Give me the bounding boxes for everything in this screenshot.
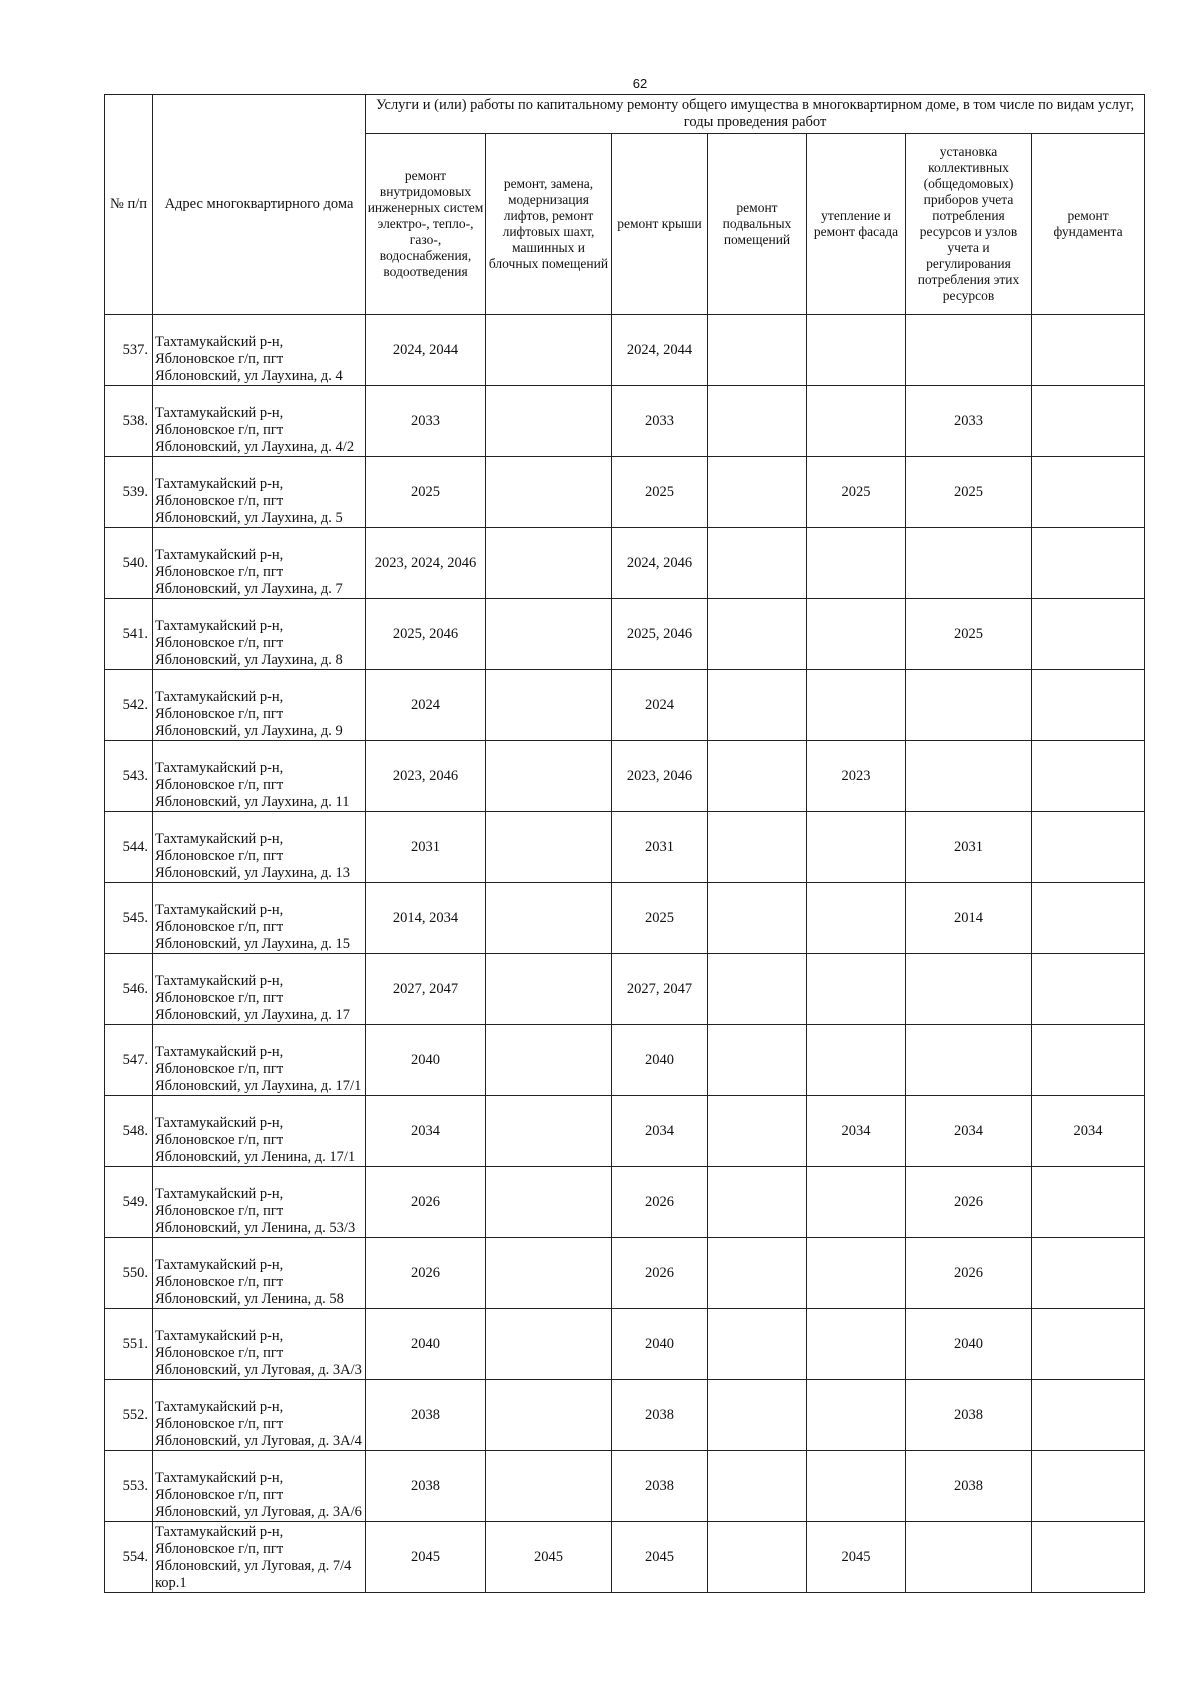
row-service-year: 2025 bbox=[906, 457, 1032, 528]
row-service-year bbox=[708, 386, 807, 457]
row-service-year: 2045 bbox=[486, 1522, 612, 1593]
row-address: Тахтамукайский р-н, Яблоновское г/п, пгт Яблоновский, ул Ленина, д. 53/3 bbox=[153, 1167, 366, 1238]
row-service-year bbox=[807, 954, 906, 1025]
row-service-year bbox=[486, 1096, 612, 1167]
row-service-year bbox=[1032, 741, 1145, 812]
row-service-year: 2040 bbox=[612, 1309, 708, 1380]
row-service-year bbox=[1032, 812, 1145, 883]
table-row bbox=[105, 315, 1145, 386]
row-service-year: 2033 bbox=[612, 386, 708, 457]
table-row bbox=[105, 528, 1145, 599]
row-service-year bbox=[708, 1025, 807, 1096]
row-service-year: 2025 bbox=[612, 457, 708, 528]
row-service-year: 2045 bbox=[807, 1522, 906, 1593]
row-service-year: 2040 bbox=[906, 1309, 1032, 1380]
table-row bbox=[105, 812, 1145, 883]
row-service-year bbox=[486, 1238, 612, 1309]
row-service-year bbox=[708, 528, 807, 599]
row-service-year bbox=[708, 1238, 807, 1309]
header-services-group: Услуги и (или) работы по капитальному ремонту общего имущества в многоквартирном доме, в том числе по видам услуг, годы проведения работ bbox=[366, 95, 1145, 134]
row-service-year bbox=[807, 1451, 906, 1522]
header-service-basement: ремонт подвальных помещений bbox=[708, 134, 807, 315]
table-row bbox=[105, 670, 1145, 741]
row-service-year: 2024, 2044 bbox=[612, 315, 708, 386]
row-service-year: 2025 bbox=[612, 883, 708, 954]
row-service-year: 2023, 2024, 2046 bbox=[366, 528, 486, 599]
table-row bbox=[105, 457, 1145, 528]
row-service-year: 2040 bbox=[612, 1025, 708, 1096]
row-service-year: 2025 bbox=[807, 457, 906, 528]
row-address: Тахтамукайский р-н, Яблоновское г/п, пгт Яблоновский, ул Лаухина, д. 9 bbox=[153, 670, 366, 741]
row-service-year bbox=[906, 670, 1032, 741]
row-service-year bbox=[486, 741, 612, 812]
row-service-year: 2025, 2046 bbox=[612, 599, 708, 670]
header-service-engineering: ремонт внутридомовых инженерных систем электро-, тепло-, газо-, водоснабжения, водоотведения bbox=[366, 134, 486, 315]
row-service-year bbox=[807, 1025, 906, 1096]
row-service-year: 2014, 2034 bbox=[366, 883, 486, 954]
row-address: Тахтамукайский р-н, Яблоновское г/п, пгт Яблоновский, ул Луговая, д. 7/4 кор.1 bbox=[153, 1522, 366, 1593]
row-service-year: 2024, 2046 bbox=[612, 528, 708, 599]
table-row bbox=[105, 1238, 1145, 1309]
row-service-year bbox=[807, 599, 906, 670]
row-address: Тахтамукайский р-н, Яблоновское г/п, пгт Яблоновский, ул Ленина, д. 58 bbox=[153, 1238, 366, 1309]
row-service-year: 2024, 2044 bbox=[366, 315, 486, 386]
row-number: 552. bbox=[105, 1380, 153, 1451]
row-service-year bbox=[1032, 386, 1145, 457]
row-service-year bbox=[486, 1380, 612, 1451]
row-service-year bbox=[486, 1167, 612, 1238]
row-number: 551. bbox=[105, 1309, 153, 1380]
row-number: 544. bbox=[105, 812, 153, 883]
table-row bbox=[105, 954, 1145, 1025]
row-service-year: 2040 bbox=[366, 1025, 486, 1096]
row-service-year bbox=[1032, 1522, 1145, 1593]
row-service-year bbox=[486, 812, 612, 883]
row-service-year bbox=[807, 1238, 906, 1309]
row-service-year bbox=[1032, 1238, 1145, 1309]
row-service-year bbox=[1032, 1025, 1145, 1096]
row-service-year bbox=[906, 741, 1032, 812]
table-row bbox=[105, 883, 1145, 954]
row-service-year bbox=[1032, 315, 1145, 386]
row-service-year: 2026 bbox=[612, 1238, 708, 1309]
row-service-year bbox=[708, 670, 807, 741]
row-address: Тахтамукайский р-н, Яблоновское г/п, пгт Яблоновский, ул Лаухина, д. 8 bbox=[153, 599, 366, 670]
row-service-year bbox=[807, 528, 906, 599]
row-number: 554. bbox=[105, 1522, 153, 1593]
row-number: 540. bbox=[105, 528, 153, 599]
row-number: 543. bbox=[105, 741, 153, 812]
row-number: 546. bbox=[105, 954, 153, 1025]
row-service-year bbox=[486, 954, 612, 1025]
header-service-roof: ремонт крыши bbox=[612, 134, 708, 315]
table-row bbox=[105, 1309, 1145, 1380]
row-service-year bbox=[708, 954, 807, 1025]
row-service-year: 2024 bbox=[612, 670, 708, 741]
row-service-year: 2038 bbox=[612, 1451, 708, 1522]
row-address: Тахтамукайский р-н, Яблоновское г/п, пгт Яблоновский, ул Лаухина, д. 13 bbox=[153, 812, 366, 883]
header-service-foundation: ремонт фундамента bbox=[1032, 134, 1145, 315]
row-service-year bbox=[708, 1451, 807, 1522]
row-service-year: 2034 bbox=[1032, 1096, 1145, 1167]
row-address: Тахтамукайский р-н, Яблоновское г/п, пгт Яблоновский, ул Лаухина, д. 17/1 bbox=[153, 1025, 366, 1096]
header-address: Адрес многоквартирного дома bbox=[153, 95, 366, 315]
row-service-year: 2014 bbox=[906, 883, 1032, 954]
row-address: Тахтамукайский р-н, Яблоновское г/п, пгт Яблоновский, ул Лаухина, д. 7 bbox=[153, 528, 366, 599]
row-number: 539. bbox=[105, 457, 153, 528]
row-service-year bbox=[1032, 457, 1145, 528]
row-service-year bbox=[807, 315, 906, 386]
row-service-year bbox=[708, 812, 807, 883]
table-row bbox=[105, 599, 1145, 670]
row-service-year: 2026 bbox=[366, 1167, 486, 1238]
row-number: 549. bbox=[105, 1167, 153, 1238]
row-service-year bbox=[1032, 528, 1145, 599]
row-service-year bbox=[486, 1309, 612, 1380]
row-service-year bbox=[807, 883, 906, 954]
table-row bbox=[105, 1025, 1145, 1096]
row-service-year bbox=[1032, 599, 1145, 670]
row-service-year: 2034 bbox=[366, 1096, 486, 1167]
table-row bbox=[105, 1167, 1145, 1238]
row-service-year: 2038 bbox=[612, 1380, 708, 1451]
row-address: Тахтамукайский р-н, Яблоновское г/п, пгт Яблоновский, ул Лаухина, д. 11 bbox=[153, 741, 366, 812]
row-address: Тахтамукайский р-н, Яблоновское г/п, пгт Яблоновский, ул Лаухина, д. 17 bbox=[153, 954, 366, 1025]
row-service-year bbox=[1032, 1167, 1145, 1238]
row-service-year bbox=[1032, 883, 1145, 954]
row-service-year bbox=[486, 315, 612, 386]
row-service-year bbox=[1032, 1309, 1145, 1380]
row-service-year bbox=[906, 954, 1032, 1025]
row-service-year bbox=[486, 670, 612, 741]
table-row bbox=[105, 386, 1145, 457]
row-service-year: 2024 bbox=[366, 670, 486, 741]
row-service-year bbox=[486, 1025, 612, 1096]
row-service-year: 2023, 2046 bbox=[366, 741, 486, 812]
row-service-year: 2038 bbox=[906, 1451, 1032, 1522]
table-body bbox=[105, 315, 1145, 1593]
row-service-year: 2034 bbox=[612, 1096, 708, 1167]
table-row bbox=[105, 741, 1145, 812]
row-service-year bbox=[1032, 954, 1145, 1025]
row-number: 553. bbox=[105, 1451, 153, 1522]
row-service-year bbox=[708, 315, 807, 386]
row-service-year: 2038 bbox=[366, 1380, 486, 1451]
row-number: 550. bbox=[105, 1238, 153, 1309]
row-service-year: 2031 bbox=[612, 812, 708, 883]
header-row-1 bbox=[105, 95, 1145, 134]
row-service-year: 2034 bbox=[906, 1096, 1032, 1167]
row-service-year bbox=[486, 599, 612, 670]
row-service-year bbox=[486, 386, 612, 457]
row-service-year: 2026 bbox=[612, 1167, 708, 1238]
row-service-year bbox=[906, 528, 1032, 599]
row-service-year bbox=[708, 1309, 807, 1380]
row-service-year: 2038 bbox=[366, 1451, 486, 1522]
row-service-year bbox=[708, 1096, 807, 1167]
row-service-year bbox=[708, 883, 807, 954]
row-service-year bbox=[486, 883, 612, 954]
row-address: Тахтамукайский р-н, Яблоновское г/п, пгт Яблоновский, ул Луговая, д. 3А/3 bbox=[153, 1309, 366, 1380]
row-service-year bbox=[807, 1309, 906, 1380]
row-service-year: 2033 bbox=[906, 386, 1032, 457]
row-service-year bbox=[486, 457, 612, 528]
row-service-year: 2045 bbox=[366, 1522, 486, 1593]
row-service-year: 2026 bbox=[906, 1167, 1032, 1238]
row-service-year: 2027, 2047 bbox=[612, 954, 708, 1025]
row-service-year bbox=[1032, 670, 1145, 741]
row-address: Тахтамукайский р-н, Яблоновское г/п, пгт Яблоновский, ул Ленина, д. 17/1 bbox=[153, 1096, 366, 1167]
row-address: Тахтамукайский р-н, Яблоновское г/п, пгт Яблоновский, ул Лаухина, д. 5 bbox=[153, 457, 366, 528]
table-row bbox=[105, 1380, 1145, 1451]
row-service-year: 2045 bbox=[612, 1522, 708, 1593]
row-number: 548. bbox=[105, 1096, 153, 1167]
row-service-year bbox=[807, 1167, 906, 1238]
row-number: 547. bbox=[105, 1025, 153, 1096]
row-service-year bbox=[807, 386, 906, 457]
row-address: Тахтамукайский р-н, Яблоновское г/п, пгт Яблоновский, ул Лаухина, д. 15 bbox=[153, 883, 366, 954]
row-service-year: 2026 bbox=[366, 1238, 486, 1309]
row-service-year bbox=[807, 812, 906, 883]
row-number: 545. bbox=[105, 883, 153, 954]
row-service-year: 2023 bbox=[807, 741, 906, 812]
row-address: Тахтамукайский р-н, Яблоновское г/п, пгт Яблоновский, ул Лаухина, д. 4/2 bbox=[153, 386, 366, 457]
row-service-year bbox=[906, 315, 1032, 386]
row-service-year: 2025 bbox=[906, 599, 1032, 670]
row-service-year bbox=[708, 741, 807, 812]
row-service-year: 2038 bbox=[906, 1380, 1032, 1451]
row-number: 538. bbox=[105, 386, 153, 457]
row-address: Тахтамукайский р-н, Яблоновское г/п, пгт Яблоновский, ул Луговая, д. 3А/4 bbox=[153, 1380, 366, 1451]
row-service-year: 2031 bbox=[366, 812, 486, 883]
capital-repair-table bbox=[104, 94, 1145, 1593]
row-service-year: 2034 bbox=[807, 1096, 906, 1167]
page-number: 62 bbox=[632, 76, 648, 91]
header-service-facade: утепление и ремонт фасада bbox=[807, 134, 906, 315]
row-address: Тахтамукайский р-н, Яблоновское г/п, пгт Яблоновский, ул Лаухина, д. 4 bbox=[153, 315, 366, 386]
row-service-year: 2040 bbox=[366, 1309, 486, 1380]
row-service-year: 2033 bbox=[366, 386, 486, 457]
row-service-year bbox=[708, 1522, 807, 1593]
row-service-year: 2023, 2046 bbox=[612, 741, 708, 812]
row-address: Тахтамукайский р-н, Яблоновское г/п, пгт Яблоновский, ул Луговая, д. 3А/6 bbox=[153, 1451, 366, 1522]
row-number: 537. bbox=[105, 315, 153, 386]
row-service-year: 2027, 2047 bbox=[366, 954, 486, 1025]
row-service-year bbox=[807, 670, 906, 741]
header-service-meters: установка коллективных (общедомовых) приборов учета потребления ресурсов и узлов учета и регулирования потребления этих ресурсов bbox=[906, 134, 1032, 315]
header-service-elevators: ремонт, замена, модернизация лифтов, ремонт лифтовых шахт, машинных и блочных помещений bbox=[486, 134, 612, 315]
row-service-year bbox=[906, 1522, 1032, 1593]
row-service-year bbox=[486, 528, 612, 599]
row-service-year bbox=[708, 1167, 807, 1238]
row-number: 542. bbox=[105, 670, 153, 741]
row-service-year bbox=[1032, 1451, 1145, 1522]
table-row bbox=[105, 1096, 1145, 1167]
row-service-year: 2026 bbox=[906, 1238, 1032, 1309]
row-service-year bbox=[708, 1380, 807, 1451]
row-service-year bbox=[906, 1025, 1032, 1096]
header-num: № п/п bbox=[105, 95, 153, 315]
row-service-year: 2025, 2046 bbox=[366, 599, 486, 670]
row-service-year bbox=[1032, 1380, 1145, 1451]
row-service-year: 2025 bbox=[366, 457, 486, 528]
row-service-year bbox=[807, 1380, 906, 1451]
table-row bbox=[105, 1451, 1145, 1522]
table-row bbox=[105, 1522, 1145, 1593]
row-service-year bbox=[486, 1451, 612, 1522]
row-number: 541. bbox=[105, 599, 153, 670]
row-service-year bbox=[708, 457, 807, 528]
row-service-year: 2031 bbox=[906, 812, 1032, 883]
row-service-year bbox=[708, 599, 807, 670]
